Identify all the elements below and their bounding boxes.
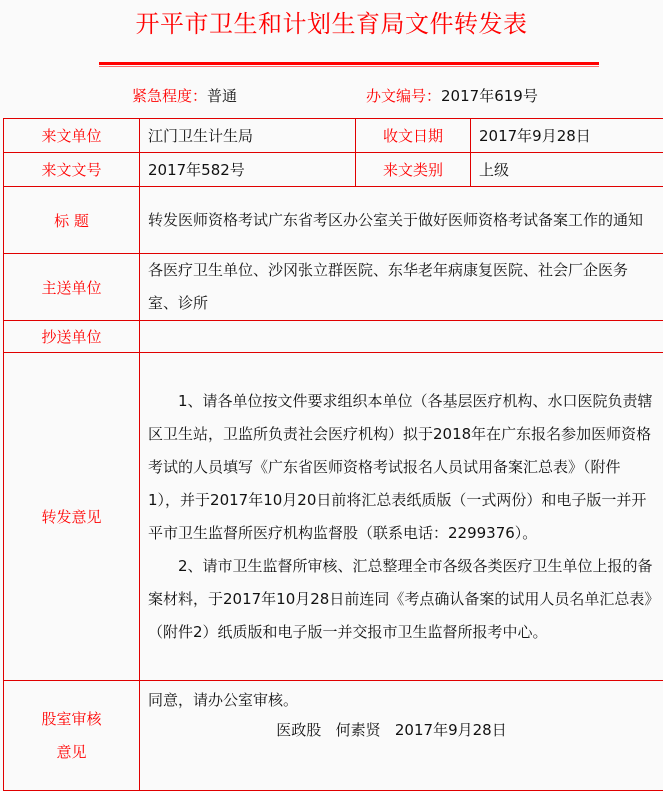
- subject-label: 标 题: [4, 187, 140, 254]
- forward-opinion-content: [140, 353, 663, 681]
- source-doc-no-label: 来文文号: [4, 153, 140, 187]
- row-cc-units: [4, 321, 663, 353]
- source-type-label: 来文类别: [356, 153, 471, 187]
- doc-number-field: [366, 86, 538, 106]
- receive-date-label: 收文日期: [356, 119, 471, 153]
- forward-opinion-label: 转发意见: [4, 353, 140, 681]
- row-source-unit: [4, 119, 663, 153]
- opinion-paragraph-1: 1、请各单位按文件要求组织本单位（各基层医疗机构、水口医院负责辖区卫生站，卫监所负责社会医疗机构）拟于2018年在广东报名参加医师资格考试的人员填写《广东省医师资格考试报名人员试用备案汇总表》（附件 1），并于2017年10月20日前将汇总表纸质版（一式两份）和电子版一并开平市卫生监督所医疗机构监督股（联系电话：2299376）。: [148, 385, 655, 550]
- source-unit-label: 来文单位: [4, 119, 140, 153]
- source-doc-no-value: 2017年582号: [140, 153, 356, 187]
- title-double-rule: [99, 62, 599, 68]
- section-review-content: [140, 681, 663, 791]
- cc-units-label: 抄送单位: [4, 321, 140, 353]
- row-forward-opinion: [4, 353, 663, 681]
- page-title: 开平市卫生和计划生育局文件转发表: [0, 4, 663, 39]
- subject-value: 转发医师资格考试广东省考区办公室关于做好医师资格考试备案工作的通知: [140, 187, 663, 254]
- opinion-paragraph-2: 2、请市卫生监督所审核、汇总整理全市各级各类医疗卫生单位上报的备案材料，于2017年10月28日前连同《考点确认备案的试用人员名单汇总表》（附件2）纸质版和电子版一并交报市卫生监督所报考中心。: [148, 550, 655, 649]
- source-type-value: 上级: [471, 153, 663, 187]
- main-recipients-label: 主送单位: [4, 254, 140, 321]
- review-signature: 医政股 何素贤 2017年9月28日: [148, 715, 655, 745]
- forwarding-form-table: [3, 118, 663, 791]
- row-section-review: [4, 681, 663, 791]
- main-recipients-value: 各医疗卫生单位、沙冈张立群医院、东华老年病康复医院、社会厂企医务室、诊所: [140, 254, 663, 321]
- urgency-field: [132, 86, 237, 106]
- rule-thin-line: [99, 66, 599, 67]
- receive-date-value: 2017年9月28日: [471, 119, 663, 153]
- source-unit-value: 江门卫生计生局: [140, 119, 356, 153]
- doc-number-label: 办文编号：: [366, 87, 441, 105]
- urgency-value: 普通: [207, 87, 237, 105]
- section-review-label: [4, 681, 140, 791]
- section-review-label-line2: 意见: [12, 736, 131, 769]
- doc-number-value: 2017年619号: [441, 87, 538, 105]
- row-subject: [4, 187, 663, 254]
- row-source-doc-no: [4, 153, 663, 187]
- urgency-label: 紧急程度：: [132, 87, 207, 105]
- rule-thick-line: [99, 62, 599, 65]
- cc-units-value: [140, 321, 663, 353]
- row-main-recipients: [4, 254, 663, 321]
- section-review-label-line1: 股室审核: [12, 703, 131, 736]
- review-comment: 同意，请办公室审核。: [148, 685, 655, 715]
